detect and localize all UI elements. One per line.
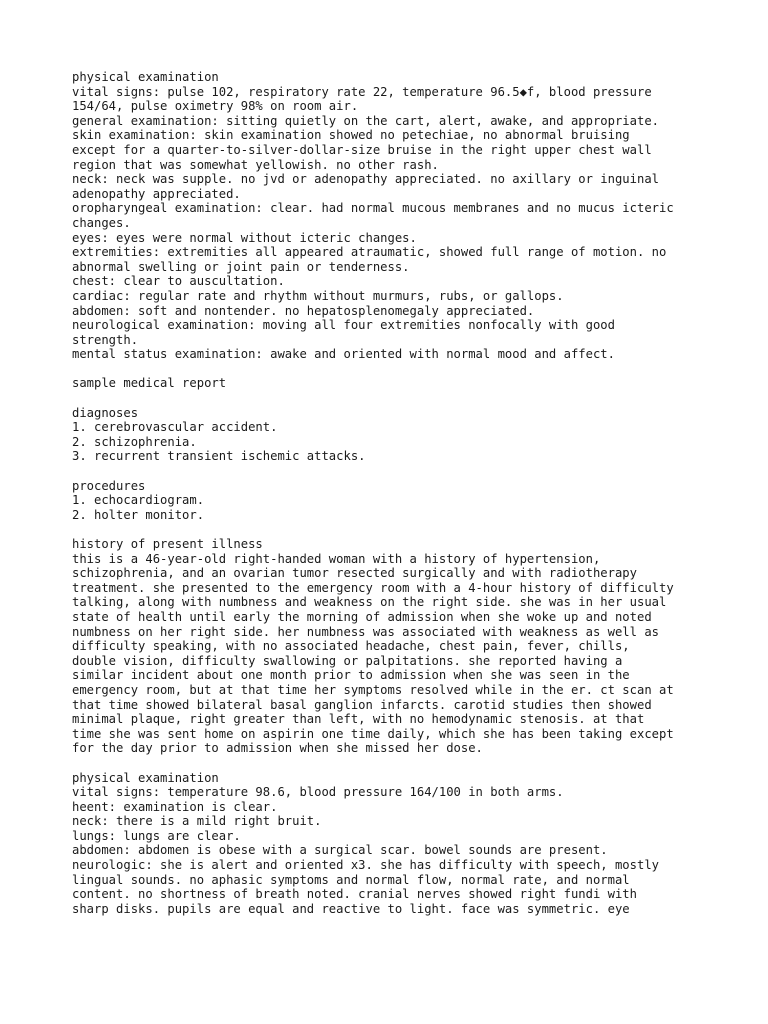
document-line: similar incident about one month prior to admission when she was seen in the <box>72 668 630 683</box>
document-line: abdomen: soft and nontender. no hepatosplenomegaly appreciated. <box>72 303 535 318</box>
document-line: this is a 46-year-old right-handed woman with a history of hypertension, <box>72 551 601 566</box>
document-line: diagnoses <box>72 405 139 420</box>
document-line: 1. echocardiogram. <box>72 493 205 508</box>
document-line: neurologic: she is alert and oriented x3. she has difficulty with speech, mostly <box>72 858 659 873</box>
blank-line <box>72 362 732 377</box>
document-line: extremities: extremities all appeared atraumatic, showed full range of motion. no <box>72 245 667 260</box>
document-line: minimal plaque, right greater than left, with no hemodynamic stenosis. at that <box>72 712 645 727</box>
document-line: oropharyngeal examination: clear. had normal mucous membranes and no mucus icteric <box>72 201 674 216</box>
document-line: procedures <box>72 478 146 493</box>
document-line: double vision, difficulty swallowing or palpitations. she reported having a <box>72 653 623 668</box>
document-line: changes. <box>72 215 131 230</box>
document-line: time she was sent home on aspirin one time daily, which she has been taking except <box>72 726 674 741</box>
document-line: emergency room, but at that time her symptoms resolved while in the er. ct scan at <box>72 682 674 697</box>
document-line: except for a quarter-to-silver-dollar-size bruise in the right upper chest wall <box>72 142 652 157</box>
document-page <box>72 70 732 916</box>
document-line: abdomen: abdomen is obese with a surgical scar. bowel sounds are present. <box>72 843 608 858</box>
document-line: physical examination <box>72 70 219 84</box>
document-line: lungs: lungs are clear. <box>72 828 241 843</box>
document-line: 2. schizophrenia. <box>72 434 197 449</box>
document-line: 2. holter monitor. <box>72 507 205 522</box>
document-line: general examination: sitting quietly on the cart, alert, awake, and appropriate. <box>72 113 659 128</box>
document-line: cardiac: regular rate and rhythm without murmurs, rubs, or gallops. <box>72 288 564 303</box>
document-line: region that was somewhat yellowish. no other rash. <box>72 157 439 172</box>
blank-line <box>72 464 732 479</box>
blank-line <box>72 756 732 771</box>
document-line: talking, along with numbness and weakness on the right side. she was in her usual <box>72 595 667 610</box>
document-line: 154/64, pulse oximetry 98% on room air. <box>72 99 359 114</box>
document-line: lingual sounds. no aphasic symptoms and normal flow, normal rate, and normal <box>72 872 630 887</box>
document-line: numbness on her right side. her numbness was associated with weakness as well as <box>72 624 659 639</box>
document-line: skin examination: skin examination showed no petechiae, no abnormal bruising <box>72 128 630 143</box>
document-line: neurological examination: moving all four extremities nonfocally with good <box>72 318 615 333</box>
document-line: mental status examination: awake and oriented with normal mood and affect. <box>72 347 615 362</box>
document-line: eyes: eyes were normal without icteric changes. <box>72 230 417 245</box>
document-line: heent: examination is clear. <box>72 799 278 814</box>
document-line: schizophrenia, and an ovarian tumor resected surgically and with radiotherapy <box>72 566 637 581</box>
document-line: that time showed bilateral basal ganglion infarcts. carotid studies then showed <box>72 697 652 712</box>
blank-line <box>72 522 732 537</box>
document-line: content. no shortness of breath noted. cranial nerves showed right fundi with <box>72 887 637 902</box>
document-line: history of present illness <box>72 537 263 551</box>
document-line: treatment. she presented to the emergency room with a 4-hour history of difficulty <box>72 580 674 595</box>
document-line: sharp disks. pupils are equal and reactive to light. face was symmetric. eye <box>72 901 630 916</box>
document-line: sample medical report <box>72 376 227 391</box>
document-line: abnormal swelling or joint pain or tenderness. <box>72 259 410 274</box>
document-line: for the day prior to admission when she missed her dose. <box>72 741 483 756</box>
document-line: neck: there is a mild right bruit. <box>72 814 322 829</box>
document-line: chest: clear to auscultation. <box>72 274 285 289</box>
document-line: vital signs: pulse 102, respiratory rate 22, temperature 96.5◆f, blood pressure <box>72 84 652 99</box>
document-line: 1. cerebrovascular accident. <box>72 420 278 435</box>
document-line: strength. <box>72 332 139 347</box>
document-line: physical examination <box>72 770 219 785</box>
document-line: 3. recurrent transient ischemic attacks. <box>72 449 366 464</box>
document-line: state of health until early the morning of admission when she woke up and noted <box>72 609 652 624</box>
document-line: vital signs: temperature 98.6, blood pressure 164/100 in both arms. <box>72 785 564 800</box>
document-line: adenopathy appreciated. <box>72 186 241 201</box>
blank-line <box>72 391 732 406</box>
document-line: neck: neck was supple. no jvd or adenopathy appreciated. no axillary or inguinal <box>72 172 659 187</box>
document-line: difficulty speaking, with no associated headache, chest pain, fever, chills, <box>72 639 630 654</box>
